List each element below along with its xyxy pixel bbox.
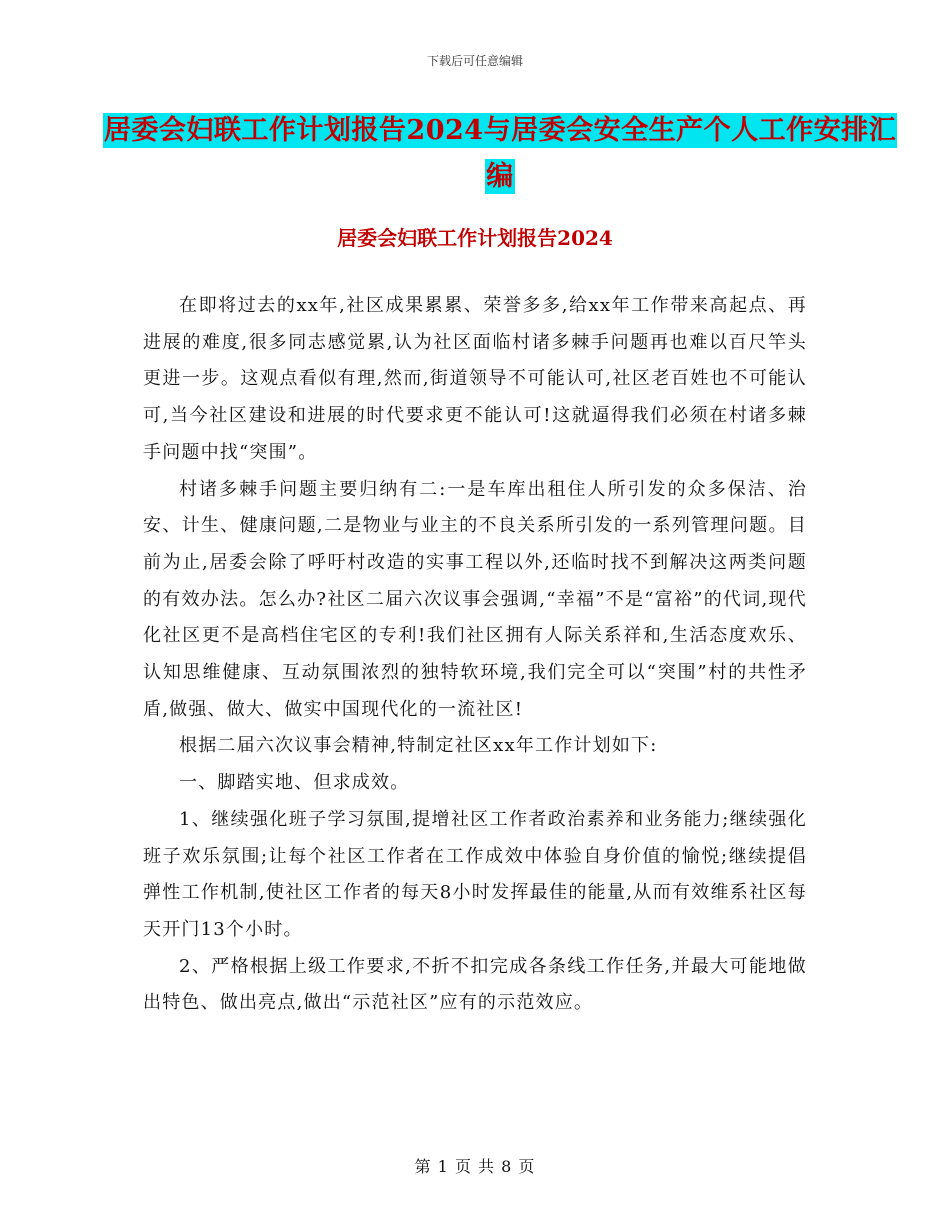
paragraph: 根据二届六次议事会精神,特制定社区xx年工作计划如下: [179, 735, 658, 757]
section-title: 居委会妇联工作计划报告2024 [337, 226, 613, 250]
document-body [143, 288, 807, 1022]
paragraph: 1、继续强化班子学习氛围,提增社区工作者政治素养和业务能力;继续强化班子欢乐氛围;让每个社区工作者在工作成效中体验自身价值的愉悦;继续提倡弹性工作机制,使社区工作者的每天8小时发挥最佳的能量,从而有效维系社区每天开门13个小时。 [143, 808, 807, 940]
document-title-text: 居委会妇联工作计划报告2024与居委会安全生产个人工作安排汇编 [103, 115, 897, 192]
paragraph: 2、严格根据上级工作要求,不折不扣完成各条线工作任务,并最大可能地做出特色、做出亮点,做出“示范社区”应有的示范效应。 [143, 955, 807, 1014]
page-header-note: 下载后可任意编辑 [426, 54, 523, 68]
paragraph: 村诸多棘手问题主要归纳有二:一是车库出租住人所引发的众多保洁、治安、计生、健康问题,二是物业与业主的不良关系所引发的一系列管理问题。目前为止,居委会除了呼吁村改造的实事工程以外,还临时找不到解决这两类问题的有效办法。怎么办?社区二届六次议事会强调,“幸福”不是“富裕”的代词,现代化社区更不是高档住宅区的专利!我们社区拥有人际关系祥和,生活态度欢乐、认知思维健康、互动氛围浓烈的独特软环境,我们完全可以“突围”村的共性矛盾,做强、做大、做实中国现代化的一流社区! [143, 478, 807, 720]
page-footer-number: 第 1 页 共 8 页 [414, 1157, 536, 1176]
paragraph: 在即将过去的xx年,社区成果累累、荣誉多多,给xx年工作带来高起点、再进展的难度,很多同志感觉累,认为社区面临村诸多棘手问题再也难以百尺竿头更进一步。这观点看似有理,然而,街道领导不可能认可,社区老百姓也不可能认可,当今社区建设和进展的时代要求更不能认可!这就逼得我们必须在村诸多棘手问题中找“突围”。 [143, 295, 807, 463]
paragraph: 一、脚踏实地、但求成效。 [179, 772, 410, 794]
document-title [100, 108, 900, 200]
